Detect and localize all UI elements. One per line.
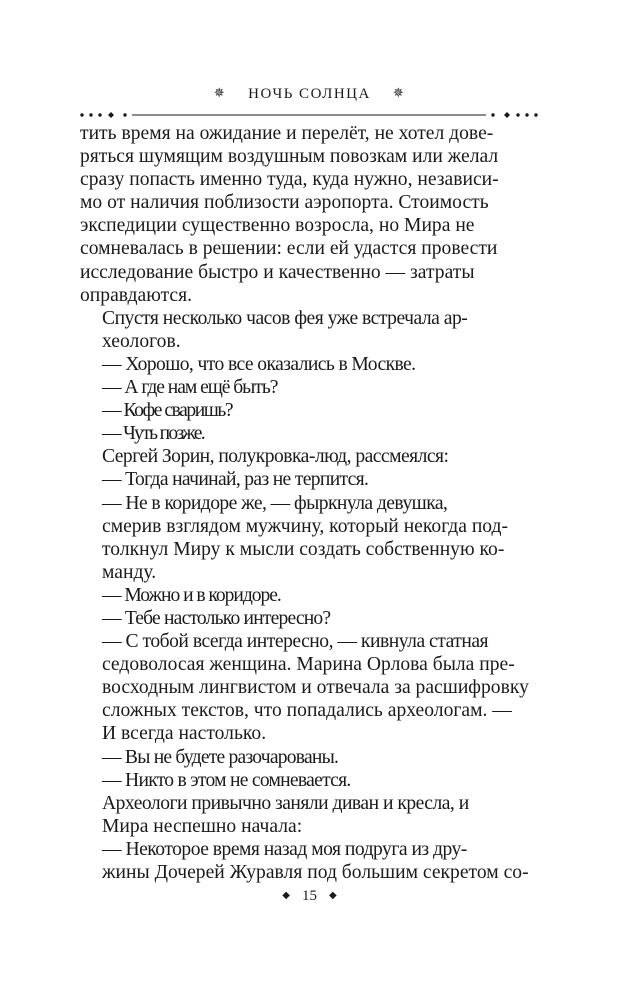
star-ornament-icon: ✵: [392, 85, 406, 100]
header-ornamental-rule: [80, 110, 538, 120]
text-line: — С тобой всегда интересно, — кивнула статная: [102, 631, 489, 653]
text-line: — Тебе настолько интересно?: [102, 607, 331, 629]
text-line: седоволосая женщина. Марина Орлова была пре-: [102, 654, 515, 676]
paragraph: [80, 445, 536, 468]
text-line: исследование быстро и качественно — затраты: [80, 261, 475, 283]
text-line: — А где нам ещё быть?: [102, 377, 278, 399]
paragraph: [80, 422, 536, 445]
text-line: — Чуть позже.: [102, 423, 204, 445]
paragraph: [80, 584, 536, 607]
star-ornament-icon: ✵: [213, 85, 227, 100]
paragraph: [80, 630, 536, 745]
paragraph: [80, 468, 536, 491]
page-number: 15: [302, 888, 317, 904]
body-text: [80, 122, 536, 884]
paragraph: [80, 492, 536, 584]
paragraph: [80, 746, 536, 769]
text-line: — Не в коридоре же, — фыркнула девушка,: [102, 492, 448, 514]
paragraph: [80, 769, 536, 792]
text-line: сложных текстов, что попадались археологам. —: [102, 700, 512, 722]
text-line: ряться шумящим воздушным повозкам или желал: [80, 146, 499, 168]
text-line: Спустя несколько часов фея уже встречала ар-: [102, 307, 468, 329]
text-line: толкнул Миру к мысли создать собственную ко-: [102, 538, 505, 560]
text-line: сомневалась в решении: если ей удастся провести: [80, 238, 498, 260]
paragraph: [80, 353, 536, 376]
paragraph: [80, 607, 536, 630]
paragraph: [80, 838, 536, 884]
text-line: — Тогда начинай, раз не терпится.: [102, 469, 369, 491]
text-line: — Хорошо, что все оказались в Москве.: [102, 353, 416, 375]
text-line: восходным лингвистом и отвечала за расшифровку: [102, 677, 529, 699]
text-line: сразу попасть именно туда, куда нужно, независи-: [80, 169, 499, 191]
text-line: оправдаются.: [80, 284, 192, 306]
text-line: смерив взглядом мужчину, который некогда под-: [102, 515, 509, 537]
page-footer: [0, 888, 619, 905]
text-line: Археологи привычно заняли диван и кресла, и: [102, 792, 469, 814]
text-line: Сергей Зорин, полукровка-люд, рассмеялся:: [102, 446, 449, 468]
paragraph: [80, 376, 536, 399]
text-line: хеологов.: [102, 330, 181, 352]
text-line: экспедиции существенно возросла, но Мира не: [80, 215, 475, 237]
text-line: манду.: [102, 561, 157, 583]
text-line: мо от наличия поблизости аэропорта. Стоимость: [80, 192, 489, 214]
paragraph: [80, 399, 536, 422]
text-line: тить время на ожидание и перелёт, не хотел дове-: [80, 123, 494, 144]
running-header: [0, 86, 619, 103]
text-line: И всегда настолько.: [102, 723, 267, 745]
book-title: НОЧЬ СОЛНЦА: [248, 86, 371, 102]
text-line: жины Дочерей Журавля под большим секретом со-: [102, 862, 529, 883]
paragraph: [80, 122, 536, 307]
paragraph: [80, 307, 536, 353]
text-line: — Некоторое время назад моя подруга из дру-: [102, 838, 467, 860]
text-line: — Вы не будете разочарованы.: [102, 746, 339, 768]
diamond-ornament-icon: ◆: [329, 890, 337, 901]
text-line: — Никто в этом не сомневается.: [102, 769, 351, 791]
text-line: — Кофе сваришь?: [102, 400, 233, 422]
text-line: Мира неспешно начала:: [102, 815, 303, 837]
paragraph: [80, 792, 536, 838]
text-line: — Можно и в коридоре.: [102, 584, 281, 606]
diamond-ornament-icon: ◆: [282, 890, 290, 901]
